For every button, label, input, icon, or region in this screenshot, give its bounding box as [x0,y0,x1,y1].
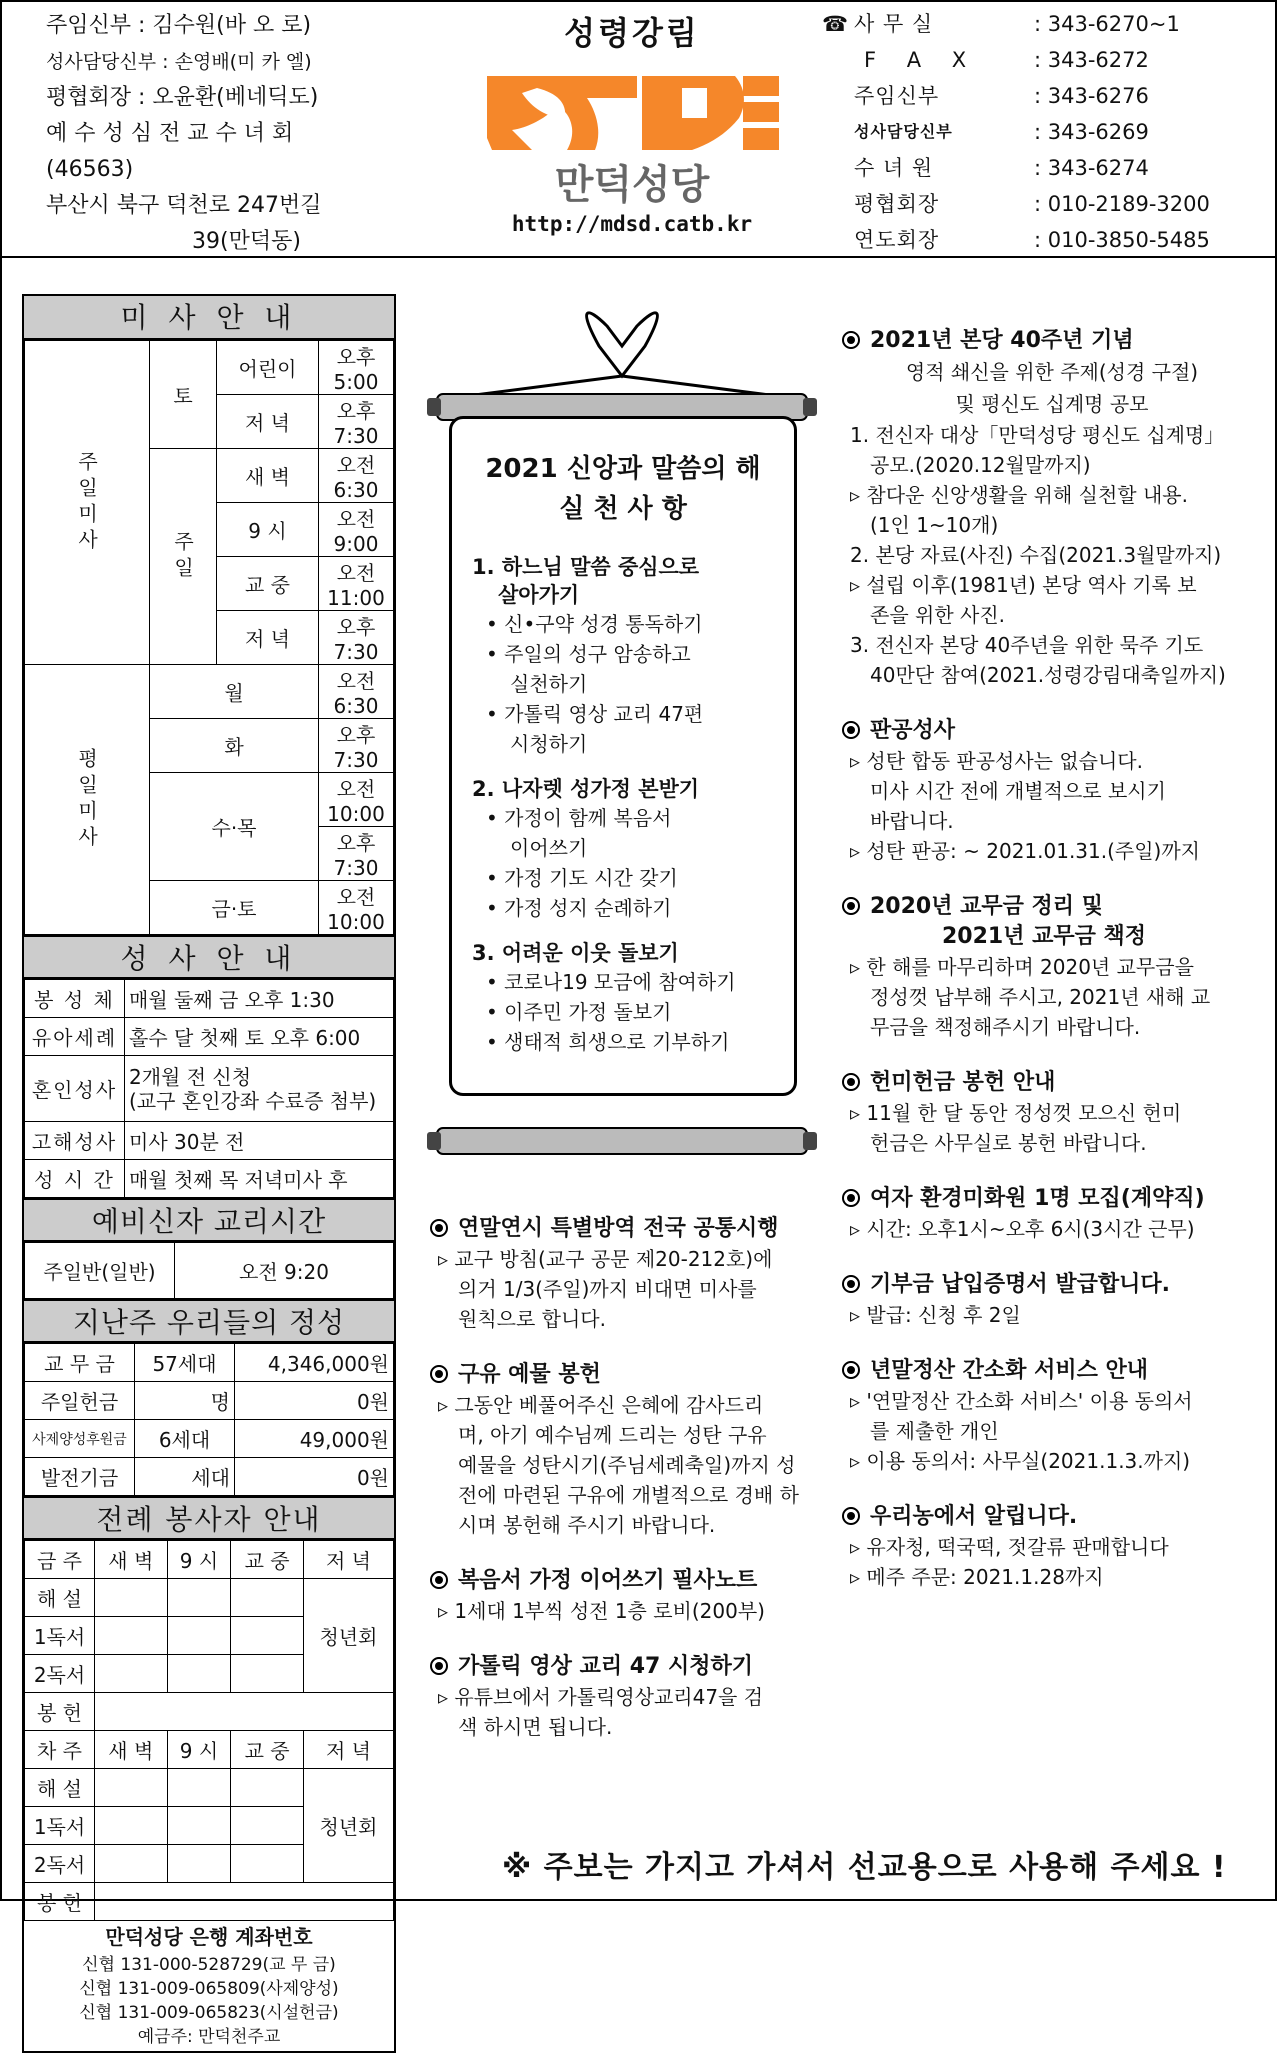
bullet-icon [842,1189,860,1207]
offering-title: 지난주 우리들의 정성 [24,1299,394,1343]
contact-pastor: 주임신부 : 343-6276 [854,84,1149,108]
feast-title: 성령강림 [564,14,700,52]
right-notices [842,326,1262,1592]
notice-crib-offering: 구유 예물 봉헌 ▹ 그동안 베풀어주신 은혜에 감사드리 며, 아기 예수님께 드리는 성탄 구유 예물을 성탄시기(주님세례축일)까지 성 전에 마련된 구유에 개별적으로 경배 하 시며 봉헌해 주시기 바랍니다. [430,1360,820,1540]
practice-2-title: 2. 나자렛 성가정 본받기 [472,777,700,801]
notice-parish-dues: 2020년 교무금 정리 및 2021년 교무금 책정 ▹ 한 해를 마무리하며 2020년 교무금을 정성껏 납부해 주시고, 2021년 새해 교 무금을 책정해주시기 바랍니다. [842,892,1262,1042]
notice-janitor-hiring: 여자 환경미화원 1명 모집(계약직) ▹ 시간: 오후1시~오후 6시(3시간 근무) [842,1184,1262,1244]
notice-woorinong: 우리농에서 알립니다. ▹ 유자청, 떡국떡, 젓갈류 판매합니다 ▹ 메주 주문: 2021.1.28까지 [842,1502,1262,1592]
parish-logo [477,58,787,208]
scroll-panel [427,306,817,1172]
scroll-body [449,416,797,1096]
scroll-title: 2021 신앙과 말씀의 해 실 천 사 항 [485,454,761,524]
bullet-icon [842,1275,860,1293]
assistant-priest-line: 성사담당신부 : 손영배(미 카 엘) [46,51,312,73]
left-info-column [22,294,396,2053]
sunday-label: 주일 [150,449,217,665]
saturday-label: 토 [150,341,217,449]
bullet-icon [842,331,860,349]
contact-convent: 수 녀 원 : 343-6274 [854,156,1149,180]
mass-schedule-table: 주일미사 토 어린이 오후 5:00 저 녁 오후 7:30 주일 새 벽 오전 6:30 9 시 오전 9:00 교 중 오전 11:00 저 녁 오후 7:30 평일미사 월 오전 6:30 화 오후 7:30 수·목 오전 10:00 오후 7:30 금·토 오전 10:00 [24,340,394,935]
sunday-mass-label: 주일미사 [25,341,150,665]
contact-requiem: 연도회장 : 010-3850-5485 [854,228,1210,252]
sacrament-title: 성 사 안 내 [24,935,394,979]
servers-table: 금 주 새 벽 9 시 교 중 저 녁 해 설 청년회 1독서 2독서 봉 헌 차 주 새 벽 9 시 교 중 저 녁 해 설 청년회 1독서 2독서 봉 헌 [24,1540,394,1921]
bullet-icon [842,897,860,915]
address-line: 부산시 북구 덕천로 247번길 [46,193,322,218]
sacrament-table: 봉 성 체 매월 둘째 금 오후 1:30 유아세례 홀수 달 첫째 토 오후 6:00 혼인성사 2개월 전 신청 (교구 혼인강좌 수료증 첨부) 고해성사 미사 30분 전 성 시 간 매월 첫째 목 저녁미사 후 [24,979,394,1198]
middle-notices [430,1214,820,1742]
notice-donation-receipt: 기부금 납입증명서 발급합니다. ▹ 발급: 신청 후 2일 [842,1270,1262,1330]
bank-account-title: 만덕성당 은행 계좌번호 [105,1925,313,1949]
pastor-line: 주임신부 : 김수원(바 오 로) [46,13,312,38]
bullet-icon [842,1507,860,1525]
phone-icon: ☎ [822,12,849,36]
postal-code: (46563) [46,157,134,182]
notice-gospel-copy: 복음서 가정 이어쓰기 필사노트 ▹ 1세대 1부씩 성전 1층 로비(200부) [430,1566,820,1626]
council-president-line: 평협회장 : 오윤환(베네딕도) [46,85,319,110]
catechumen-table: 주일반(일반) 오전 9:20 [24,1242,394,1299]
bullet-icon [430,1571,448,1589]
bullet-icon [842,721,860,739]
footer-notice: ※ 주보는 가지고 가셔서 선교용으로 사용해 주세요 ! [502,1850,1227,1885]
contact-council: 평협회장 : 010-2189-3200 [854,192,1210,216]
header-logo-area [462,8,802,236]
notice-rice-offering: 헌미헌금 봉헌 안내 ▹ 11월 한 달 동안 정성껏 모으신 헌미 헌금은 사무실로 봉헌 바랍니다. [842,1068,1262,1158]
logo-text: 만덕성당 [554,162,710,208]
bullet-icon [842,1073,860,1091]
account-holder: 예금주: 만덕천주교 [137,2027,281,2047]
practice-1-title: 1. 하느님 말씀 중심으로 살아가기 [472,555,700,607]
offering-table: 교 무 금 57세대 4,346,000원 주일헌금 명 0원 사제양성후원금 6세대 49,000원 발전기금 세대 0원 [24,1343,394,1496]
address-line-2: 39(만덕동) [192,229,301,254]
bullet-icon [430,1219,448,1237]
bullet-icon [430,1365,448,1383]
notice-quarantine: 연말연시 특별방역 전국 공통시행 ▹ 교구 방침(교구 공문 제20-212호)에 의거 1/3(주일)까지 비대면 미사를 원칙으로 합니다. [430,1214,820,1334]
notice-confession: 판공성사 ▹ 성탄 합동 판공성사는 없습니다. 미사 시간 전에 개별적으로 보시기 바랍니다. ▹ 성탄 판공: ~ 2021.01.31.(주일)까지 [842,716,1262,866]
bullet-icon [842,1361,860,1379]
contact-fax: F A X : 343-6272 [864,48,1149,72]
scroll-content: 1. 하느님 말씀 중심으로 살아가기 • 신•구약 성경 통독하기 • 주일의 성구 암송하고 실천하기 • 가톨릭 영상 교리 47편 시청하기 2. 나자렛 성가정 본받기 • 가정이 함께 복음서 이어쓰기 • 가정 기도 시간 갖기 • 가정 성지 순례하기 3. 어려운 이웃 돌보기 • 코로나19 모금에 참여하기 • 이주민 가정 돌보기 • 생태적 희생으로 기부하기 [452,529,794,1057]
notice-40th-anniversary: 2021년 본당 40주년 기념 영적 쇄신을 위한 주제(성경 구절) 및 평신도 십계명 공모 1. 전신자 대상「만덕성당 평신도 십계명」 공모.(2020.12월말까지) ▹ 참다운 신앙생활을 위해 실천할 내용. (1인 1~10개) 2. 본당 자료(사진) 수집(2021.3월말까지) ▹ 설립 이후(1981년) 본당 역사 기록 보 존을 위한 사진. 3. 전신자 본당 40주년을 위한 묵주 기도 40만단 참여(2021.성령강림대축일까지) [842,326,1262,690]
servers-title: 전례 봉사자 안내 [24,1496,394,1540]
notice-tax-settlement: 년말정산 간소화 서비스 안내 ▹ '연말정산 간소화 서비스' 이용 동의서 를 제출한 개인 ▹ 이용 동의서: 사무실(2021.1.3.까지) [842,1356,1262,1476]
notice-video-catechism: 가톨릭 영상 교리 47 시청하기 ▹ 유튜브에서 가톨릭영상교리47을 검 색 하시면 됩니다. [430,1652,820,1742]
weekday-mass-label: 평일미사 [25,665,150,935]
header [2,2,1275,258]
practice-3-title: 3. 어려운 이웃 돌보기 [472,941,679,965]
contact-office: 사 무 실 : 343-6270~1 [854,12,1180,36]
mass-schedule-title: 미 사 안 내 [24,296,394,340]
header-contacts [822,6,1210,258]
header-info-left [46,8,322,260]
contact-assistant: 성사담당신부 : 343-6269 [854,120,1149,144]
bullet-icon [430,1657,448,1675]
catechumen-title: 예비신자 교리시간 [24,1198,394,1242]
bank-account-box: 만덕성당 은행 계좌번호 신협 131-000-528729(교 무 금) 신협 131-009-065809(사제양성) 신협 131-009-065823(시설헌금) 예금주: 만덕천주교 [24,1921,394,2051]
sisters-line: 예 수 성 심 전 교 수 녀 회 [46,121,294,146]
parish-url[interactable]: http://mdsd.catb.kr [511,212,753,236]
